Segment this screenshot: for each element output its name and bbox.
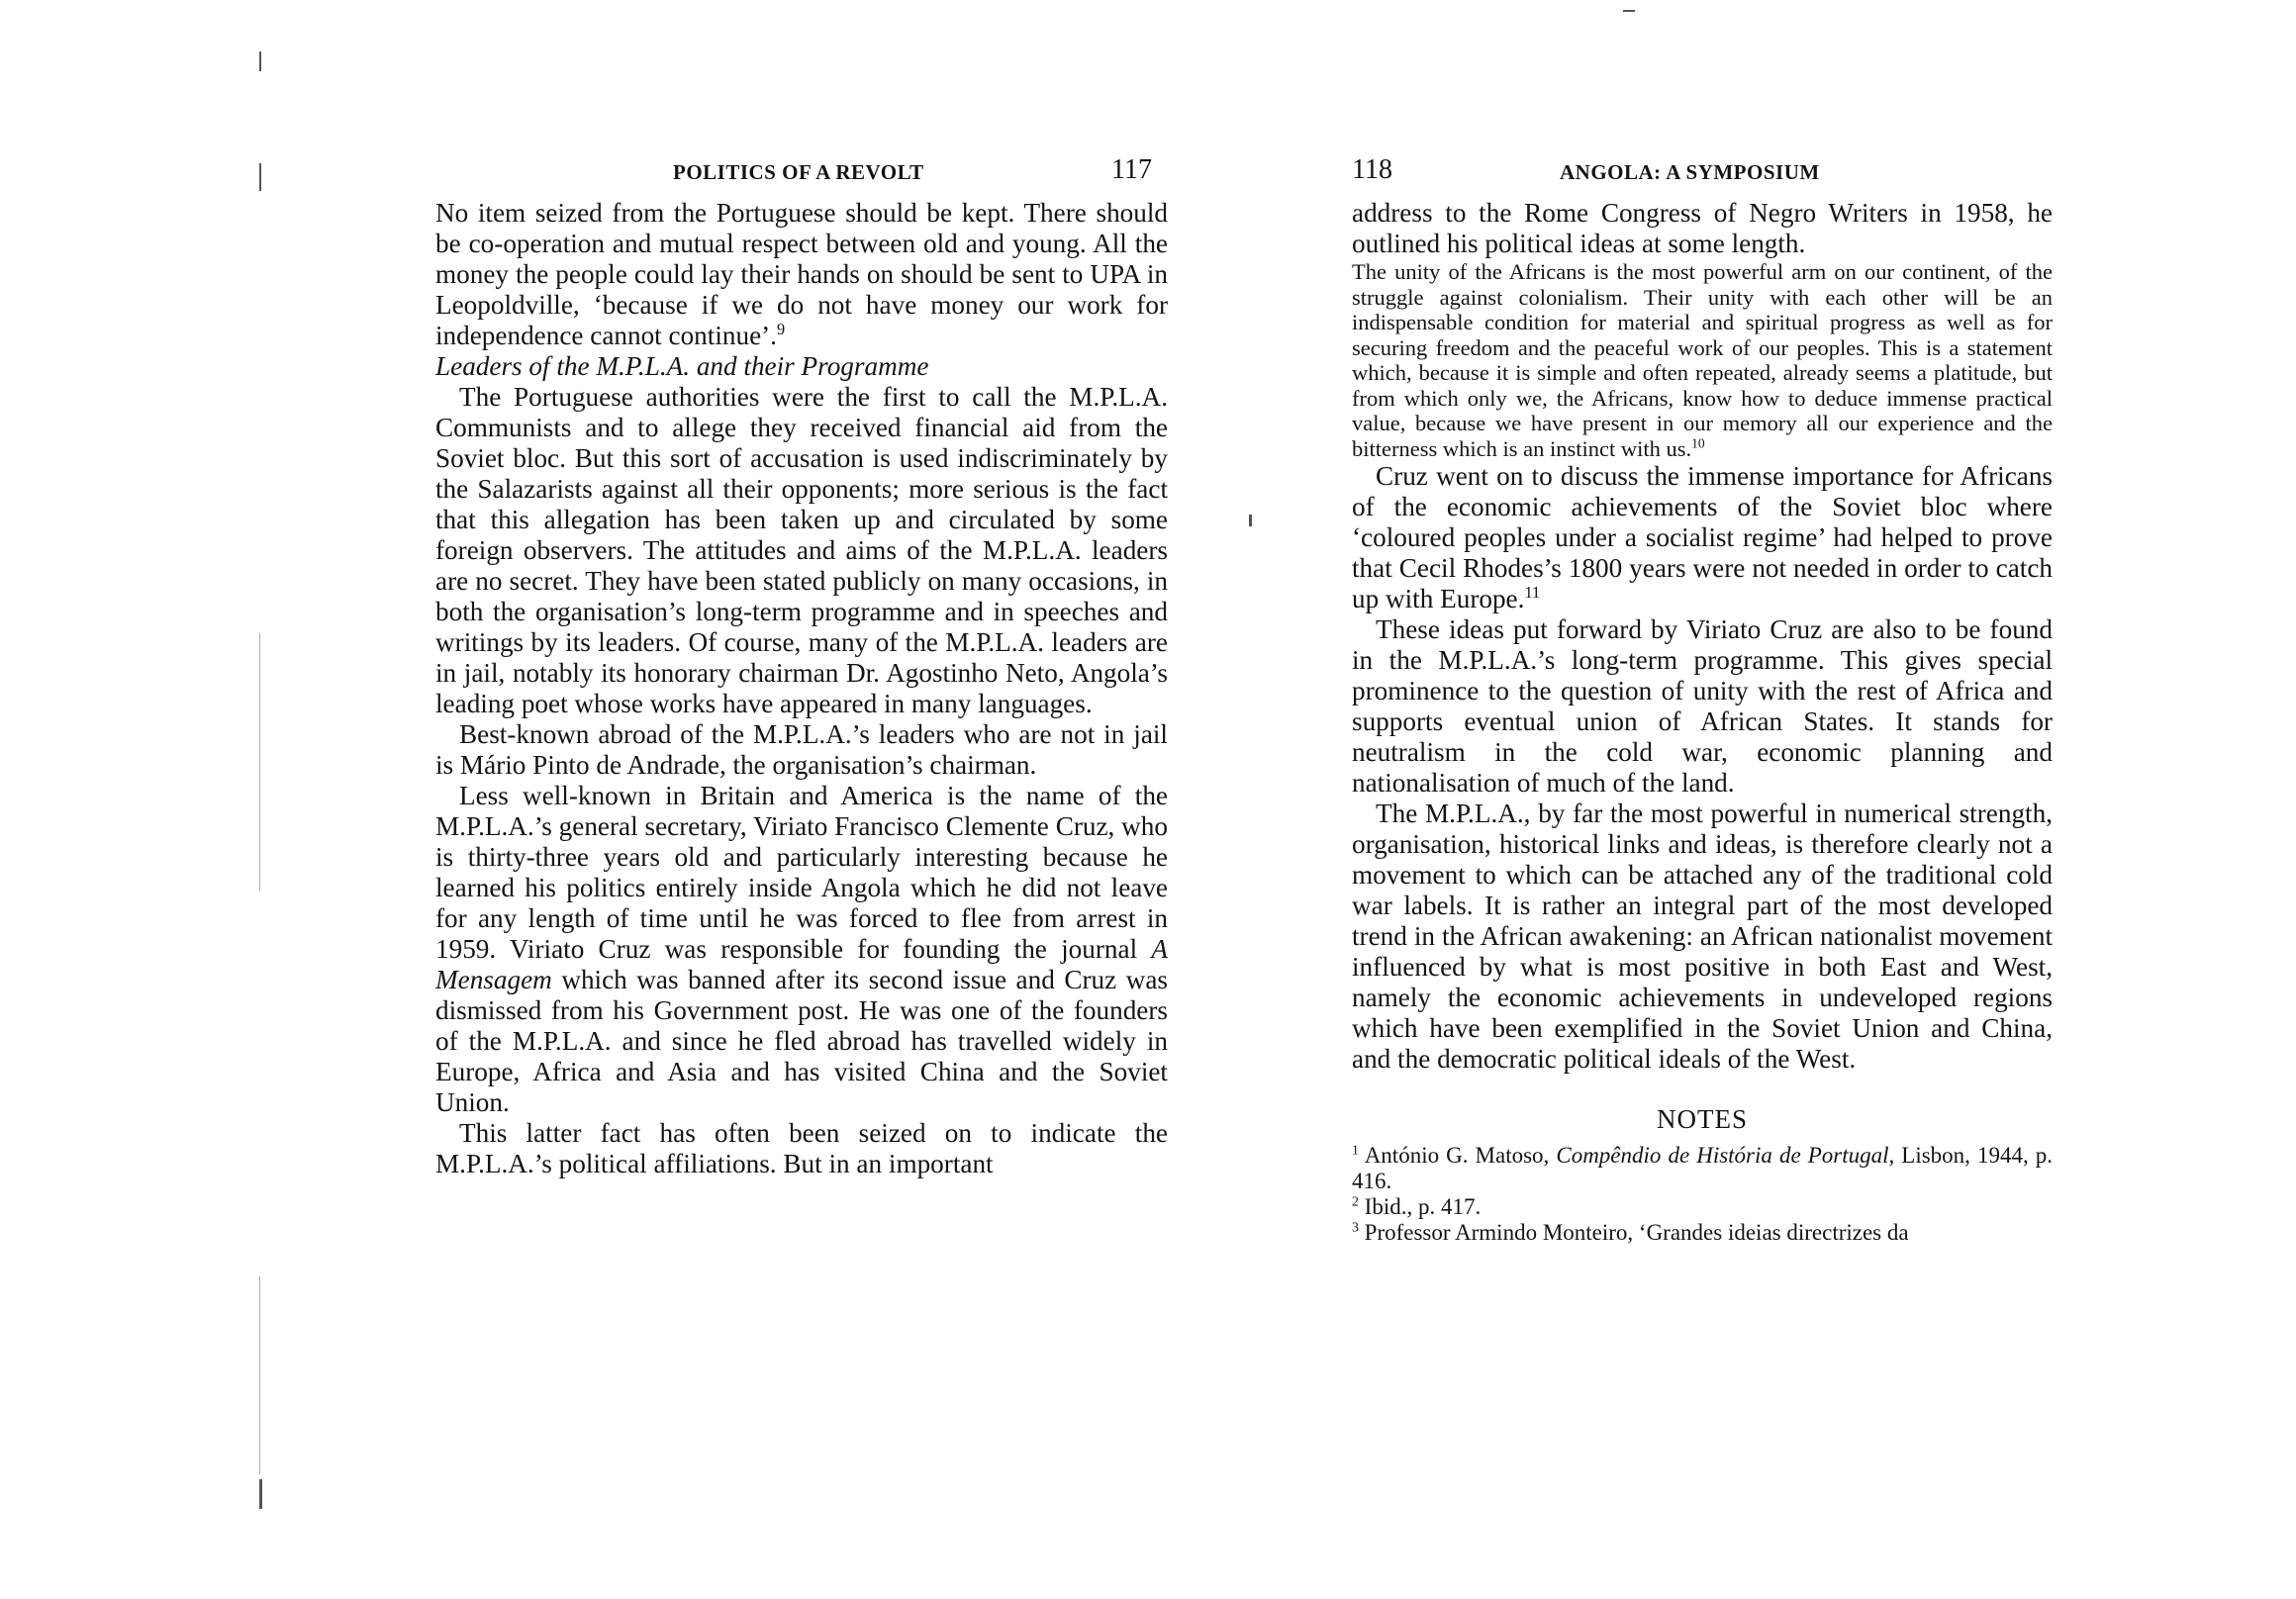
paragraph: These ideas put forward by Viriato Cruz are also to be found in the M.P.L.A.’s long-term programme. This gives special prominence to the question of unity with the rest of Africa and supports eventual union of African States. It stands for neutralism in the cold war, economic planning and nationalisation of much of the land. [1352,614,2053,798]
paragraph [435,781,1168,1118]
footnote-ref: 9 [776,319,786,338]
paragraph: This latter fact has often been seized on to indicate the M.P.L.A.’s political affiliations. But in an important [435,1118,1168,1178]
journal-title: A Mensagem [435,934,1168,994]
scan-edge-mark [259,633,260,891]
scan-edge-mark [1249,515,1252,526]
block-quote [1352,259,2053,461]
paragraph: address to the Rome Congress of Negro Writers in 1958, he outlined his political ideas at some length. [1352,198,2053,258]
footnote [1352,1194,2053,1220]
paragraph [1352,461,2053,614]
page-number: 117 [1111,154,1152,185]
footnote-title: Compêndio de História de Portugal, [1556,1143,1895,1168]
scan-edge-mark [259,163,261,191]
footnote-text: Ibid., p. 417. [1364,1194,1482,1219]
running-head-title: ANGOLA: A SYMPOSIUM [1560,160,1820,184]
quote-text: The unity of the Africans is the most powerful arm on our continent, of the struggle against colonialism. Their unity with each other will be an indispensable condition for material and spiritual progress as well as for securing freedom and the peaceful work of our peoples. This is a statement which, because it is simple and often repeated, already seems a platitude, but from which only we, the Africans, know how to deduce immense practical value, because we have present in our memory all our experience and the bitterness which is an instinct with us. [1352,259,2053,461]
right-body-text [1352,198,2053,1246]
scan-edge-mark [259,1479,262,1509]
running-head-right [1352,154,2053,194]
running-head-left [435,154,1168,194]
paragraph [435,198,1168,351]
notes-heading: NOTES [1657,1104,1748,1134]
footnote [1352,1143,2053,1194]
footnote-text: António G. Matoso, [1364,1143,1550,1168]
footnote-number: 3 [1352,1219,1359,1235]
paragraph: Best-known abroad of the M.P.L.A.’s leaders who are not in jail is Mário Pinto de Andrade, the organisation’s chairman. [435,719,1168,780]
footnote-ref: 11 [1524,582,1541,602]
paragraph-text: which was banned after its second issue and Cruz was dismissed from his Government post. He was one of the founders of the M.P.L.A. and since he fled abroad has travelled widely in Europe, Africa and Asia and has visited China and the Soviet Union. [435,965,1168,1117]
left-body-text [435,198,1168,1179]
paragraph-text: Cruz went on to discuss the immense importance for Africans of the economic achievements of the Soviet bloc where ‘coloured peoples under a socialist regime’ had helped to prove that Cecil Rhodes’s 1800 years were not needed in order to catch up with Europe. [1352,461,2053,613]
paragraph-text: No item seized from the Portuguese should be kept. There should be co-operation and mutual respect between old and young. All the money the people could lay their hands on should be sent to UPA in Leopoldville, ‘because if we do not have money our work for independence cannot continue’. [435,198,1168,350]
scan-edge-mark [259,51,261,71]
running-head-title: POLITICS OF A REVOLT [673,160,924,184]
section-subheading: Leaders of the M.P.L.A. and their Programme [435,351,929,381]
paragraph: The Portuguese authorities were the first to call the M.P.L.A. Communists and to allege they received financial aid from the Soviet bloc. But this sort of accusation is used indiscriminately by the Salazarists against all their opponents; more serious is the fact that this allegation has been taken up and circulated by some foreign observers. The attitudes and aims of the M.P.L.A. leaders are no secret. They have been stated publicly on many occasions, in both the organisation’s long-term programme and in speeches and writings by its leaders. Of course, many of the M.P.L.A. leaders are in jail, notably its honorary chairman Dr. Agostinho Neto, Angola’s leading poet whose works have appeared in many languages. [435,382,1168,718]
footnote-number: 2 [1352,1193,1359,1209]
paragraph: The M.P.L.A., by far the most powerful in numerical strength, organisation, historical links and ideas, is therefore clearly not a movement to which can be attached any of the traditional cold war labels. It is rather an integral part of the most developed trend in the African awakening: an African nationalist movement influenced by what is most positive in both East and West, namely the economic achievements in undeveloped regions which have been exemplified in the Soviet Union and China, and the democratic political ideals of the West. [1352,799,2053,1074]
footnote [1352,1220,2053,1246]
footnote-number: 1 [1352,1142,1359,1158]
paragraph-text: Less well-known in Britain and America is the name of the M.P.L.A.’s general secretary, Viriato Francisco Clemente Cruz, who is thirty-three years old and particularly interesting because he learned his politics entirely inside Angola which he did not leave for any length of time until he was forced to flee from arrest in 1959. Viriato Cruz was responsible for founding the journal [435,781,1168,964]
scan-edge-mark [259,1276,260,1474]
scan-edge-mark [1623,10,1635,12]
footnote-text: Lisbon, 1944, p. 416. [1352,1143,2054,1193]
page-number: 118 [1352,154,1392,185]
footnote-ref: 10 [1691,435,1705,450]
footnote-text: Professor Armindo Monteiro, ‘Grandes ideias directrizes da [1364,1220,1909,1245]
